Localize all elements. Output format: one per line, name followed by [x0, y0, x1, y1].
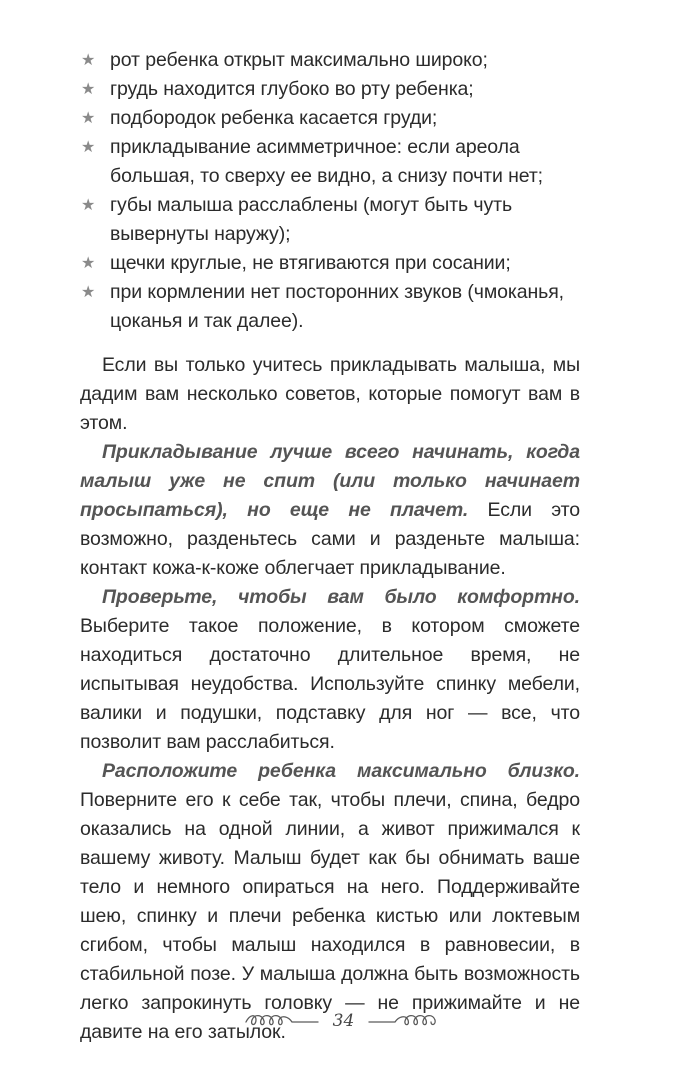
- book-page: [80, 46, 580, 1047]
- paragraph: [80, 351, 580, 438]
- swirl-ornament-icon: [244, 1010, 320, 1032]
- checklist-item: [80, 249, 580, 278]
- page-number: 34: [332, 1011, 355, 1031]
- checklist-item-text: губы малыша расслаблены (могут быть чуть вывернуты наружу);: [110, 194, 513, 245]
- paragraph: [80, 757, 580, 1047]
- star-bullet-icon: ★: [81, 81, 96, 98]
- paragraph: [80, 583, 580, 757]
- star-bullet-icon: ★: [81, 284, 96, 301]
- checklist-item: [80, 75, 580, 104]
- paragraph-text: Выберите такое положение, в котором сможете находиться достаточно длительное время, не испытывая неудобства. Используйте спинку мебели, валики и подушки, подставку для ног — все, что позволит вам расслабиться.: [80, 615, 580, 753]
- checklist-item-text: грудь находится глубоко во рту ребенка;: [110, 78, 474, 100]
- star-bullet-icon: ★: [81, 52, 96, 69]
- checklist-item: [80, 278, 580, 336]
- paragraph: [80, 438, 580, 583]
- checklist-item-text: рот ребенка открыт максимально широко;: [110, 49, 488, 71]
- checklist-item: [80, 46, 580, 75]
- star-bullet-icon: ★: [81, 110, 96, 127]
- star-bullet-icon: ★: [81, 197, 96, 214]
- checklist-item: [80, 104, 580, 133]
- checklist: [80, 46, 580, 336]
- checklist-item-text: при кормлении нет посторонних звуков (чмоканья, цоканья и так далее).: [110, 281, 564, 332]
- checklist-item: [80, 191, 580, 249]
- checklist-item-text: прикладывание асимметричное: если ареола большая, то сверху ее видно, а снизу почти нет;: [110, 136, 544, 187]
- paragraph-lead: Прикладывание лучше всего начинать, когда малыш уже не спит (или только начинает просыпаться), но еще не плачет.: [80, 441, 580, 521]
- paragraph-text: Если это возможно, разденьтесь сами и разденьте малыша: контакт кожа-к-коже облегчает прикладывание.: [80, 499, 581, 579]
- body-text: [80, 351, 580, 1047]
- paragraph-lead: Расположите ребенка максимально близко.: [102, 760, 580, 782]
- checklist-item-text: щечки круглые, не втягиваются при сосании;: [110, 252, 511, 274]
- paragraph-text: Если вы только учитесь прикладывать малыша, мы дадим вам несколько советов, которые помогут вам в этом.: [80, 354, 580, 434]
- star-bullet-icon: ★: [81, 139, 96, 156]
- page-footer: [0, 1010, 687, 1032]
- paragraph-lead: Проверьте, чтобы вам было комфортно.: [102, 586, 580, 608]
- checklist-item-text: подбородок ребенка касается груди;: [110, 107, 438, 129]
- swirl-ornament-icon: [367, 1010, 443, 1032]
- paragraph-text: Поверните его к себе так, чтобы плечи, спина, бедро оказались на одной линии, а живот прижимался к вашему животу. Малыш будет как бы обнимать ваше тело и немного опираться на него. Поддерживайте шею, спинку и плечи ребенка кистью или локтевым сгибом, чтобы малыш находился в равновесии, в стабильной позе. У малыша должна быть возможность легко запрокинуть головку — не прижимайте и не давите на его затылок.: [80, 789, 580, 1043]
- checklist-item: [80, 133, 580, 191]
- star-bullet-icon: ★: [81, 255, 96, 272]
